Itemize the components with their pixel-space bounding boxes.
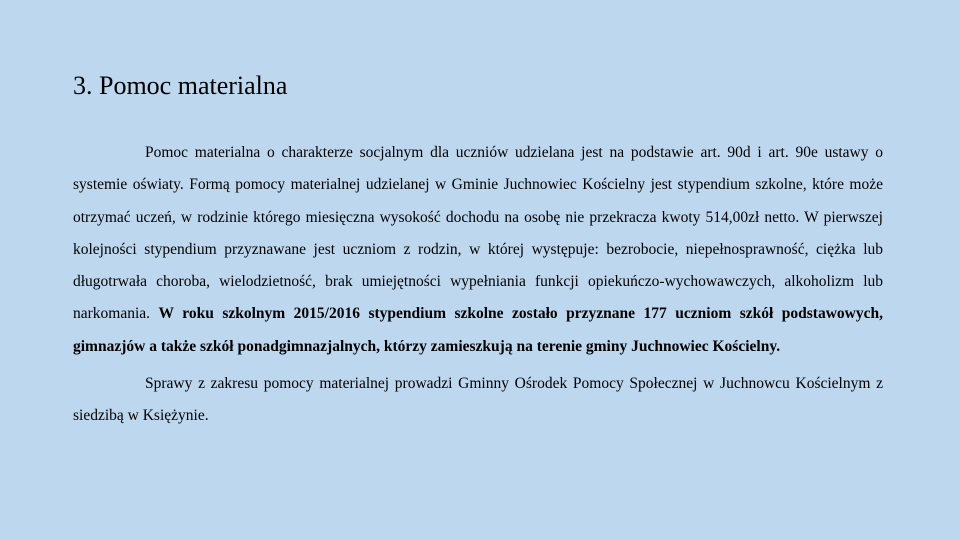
paragraph-aid-description: [73, 137, 883, 363]
paragraph-aid-bold-text: W roku szkolnym 2015/2016 stypendium szkolne zostało przyznane 177 uczniom szkół podstawowych, gimnazjów a także szkół ponadgimnazjalnych, którzy zamieszkują na terenie gminy Juchnowiec Kościelny.: [73, 305, 883, 355]
paragraph-responsible-office: [73, 368, 883, 433]
page-title: 3. Pomoc materialna: [73, 71, 288, 100]
body-text: [73, 137, 883, 433]
paragraph-aid-normal-text: Pomoc materialna o charakterze socjalnym dla uczniów udzielana jest na podstawie art. 90d i art. 90e ustawy o systemie oświaty. Formą pomocy materialnej udzielanej w Gminie Juchnowiec Kościelny jest stypendium szkolne, które może otrzymać uczeń, w rodzinie którego miesięczna wysokość dochodu na osobę nie przekracza kwoty 514,00zł netto. W pierwszej kolejności stypendium przyznawane jest uczniom z rodzin, w której występuje: bezrobocie, niepełnosprawność, ciężka lub długotrwała choroba, wielodzietność, brak umiejętności wypełniania funkcji opiekuńczo-wychowawczych, alkoholizm lub narkomania.: [73, 144, 883, 323]
paragraph-office-text: Sprawy z zakresu pomocy materialnej prowadzi Gminny Ośrodek Pomocy Społecznej w Juchnowcu Kościelnym z siedzibą w Księżynie.: [73, 375, 883, 425]
